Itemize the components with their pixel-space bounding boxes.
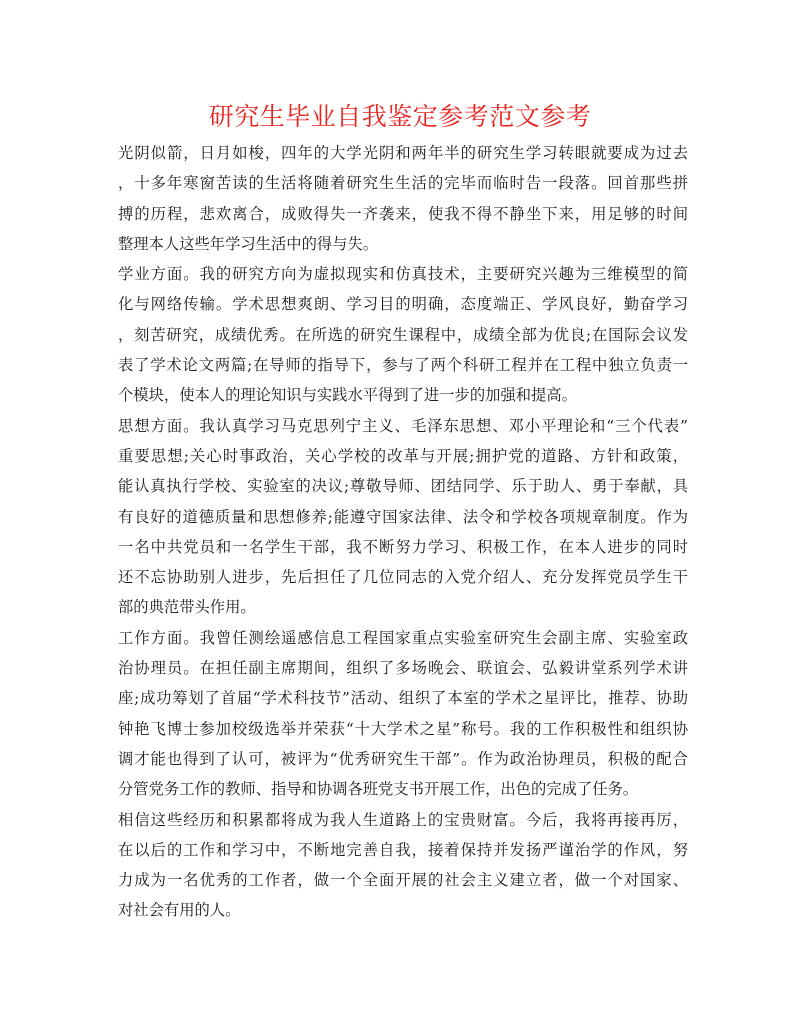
body-line: 座;成功筹划了首届“学术科技节”活动、组织了本室的学术之星评比，推荐、协助 <box>118 689 688 708</box>
body-line: 还不忘协助别人进步，先后担任了几位同志的入党介绍人、充分发挥党员学生干 <box>118 568 688 587</box>
body-line: 调才能也得到了认可，被评为“优秀研究生干部”。作为政治协理员，积极的配合 <box>118 749 688 768</box>
body-line: 化与网络传输。学术思想爽朗、学习目的明确，态度端正、学风良好，勤奋学习 <box>118 295 688 314</box>
body-line: 搏的历程，悲欢离合，成败得失一齐袭来，使我不得不静坐下来，用足够的时间 <box>118 204 688 223</box>
body-line: 部的典范带头作用。 <box>118 598 256 617</box>
body-line: 分管党务工作的教师、指导和协调各班党支书开展工作，出色的完成了任务。 <box>118 780 639 799</box>
body-line: 个模块，使本人的理论知识与实践水平得到了进一步的加强和提高。 <box>118 386 577 405</box>
body-line: 在以后的工作和学习中，不断地完善自我，接着保持并发扬严谨治学的作风，努 <box>118 840 688 859</box>
document-title: 研究生毕业自我鉴定参考范文参考 <box>208 102 592 131</box>
body-line: 有良好的道德质量和思想修养;能遵守国家法律、法令和学校各项规章制度。作为 <box>118 507 688 526</box>
body-line: 相信这些经历和积累都将成为我人生道路上的宝贵财富。今后，我将再接再厉， <box>118 810 688 829</box>
body-line: 整理本人这些年学习生活中的得与失。 <box>118 234 379 253</box>
body-line: 重要思想;关心时事政治，关心学校的改革与开展;拥护党的道路、方针和政策， <box>118 446 688 465</box>
body-line: 一名中共党员和一名学生干部，我不断努力学习、积极工作，在本人进步的同时 <box>118 537 688 556</box>
body-line: 能认真执行学校、实验室的决议;尊敬导师、团结同学、乐于助人、勇于奉献，具 <box>118 477 688 496</box>
body-line: 工作方面。我曾任测绘遥感信息工程国家重点实验室研究生会副主席、实验室政 <box>118 628 688 647</box>
body-line: 思想方面。我认真学习马克思列宁主义、毛泽东思想、邓小平理论和“三个代表” <box>118 416 688 435</box>
body-line: ，刻苦研究，成绩优秀。在所选的研究生课程中，成绩全部为优良;在国际会议发 <box>118 325 688 344</box>
body-line: 表了学术论文两篇;在导师的指导下，参与了两个科研工程并在工程中独立负责一 <box>118 356 688 375</box>
body-line: 学业方面。我的研究方向为虚拟现实和仿真技术，主要研究兴趣为三维模型的简 <box>118 265 688 284</box>
body-line: 对社会有用的人。 <box>118 901 241 920</box>
body-line: 力成为一名优秀的工作者，做一个全面开展的社会主义建立者，做一个对国家、 <box>118 871 688 890</box>
body-line: 钟艳飞博士参加校级选举并荣获“十大学术之星”称号。我的工作积极性和组织协 <box>118 719 688 738</box>
body-line: ，十多年寒窗苦读的生活将随着研究生生活的完毕而临时告一段落。回首那些拼 <box>118 174 688 193</box>
document-body <box>118 138 688 926</box>
body-line: 治协理员。在担任副主席期间，组织了多场晚会、联谊会、弘毅讲堂系列学术讲 <box>118 659 688 678</box>
body-line: 光阴似箭，日月如梭，四年的大学光阴和两年半的研究生学习转眼就要成为过去 <box>118 144 688 162</box>
